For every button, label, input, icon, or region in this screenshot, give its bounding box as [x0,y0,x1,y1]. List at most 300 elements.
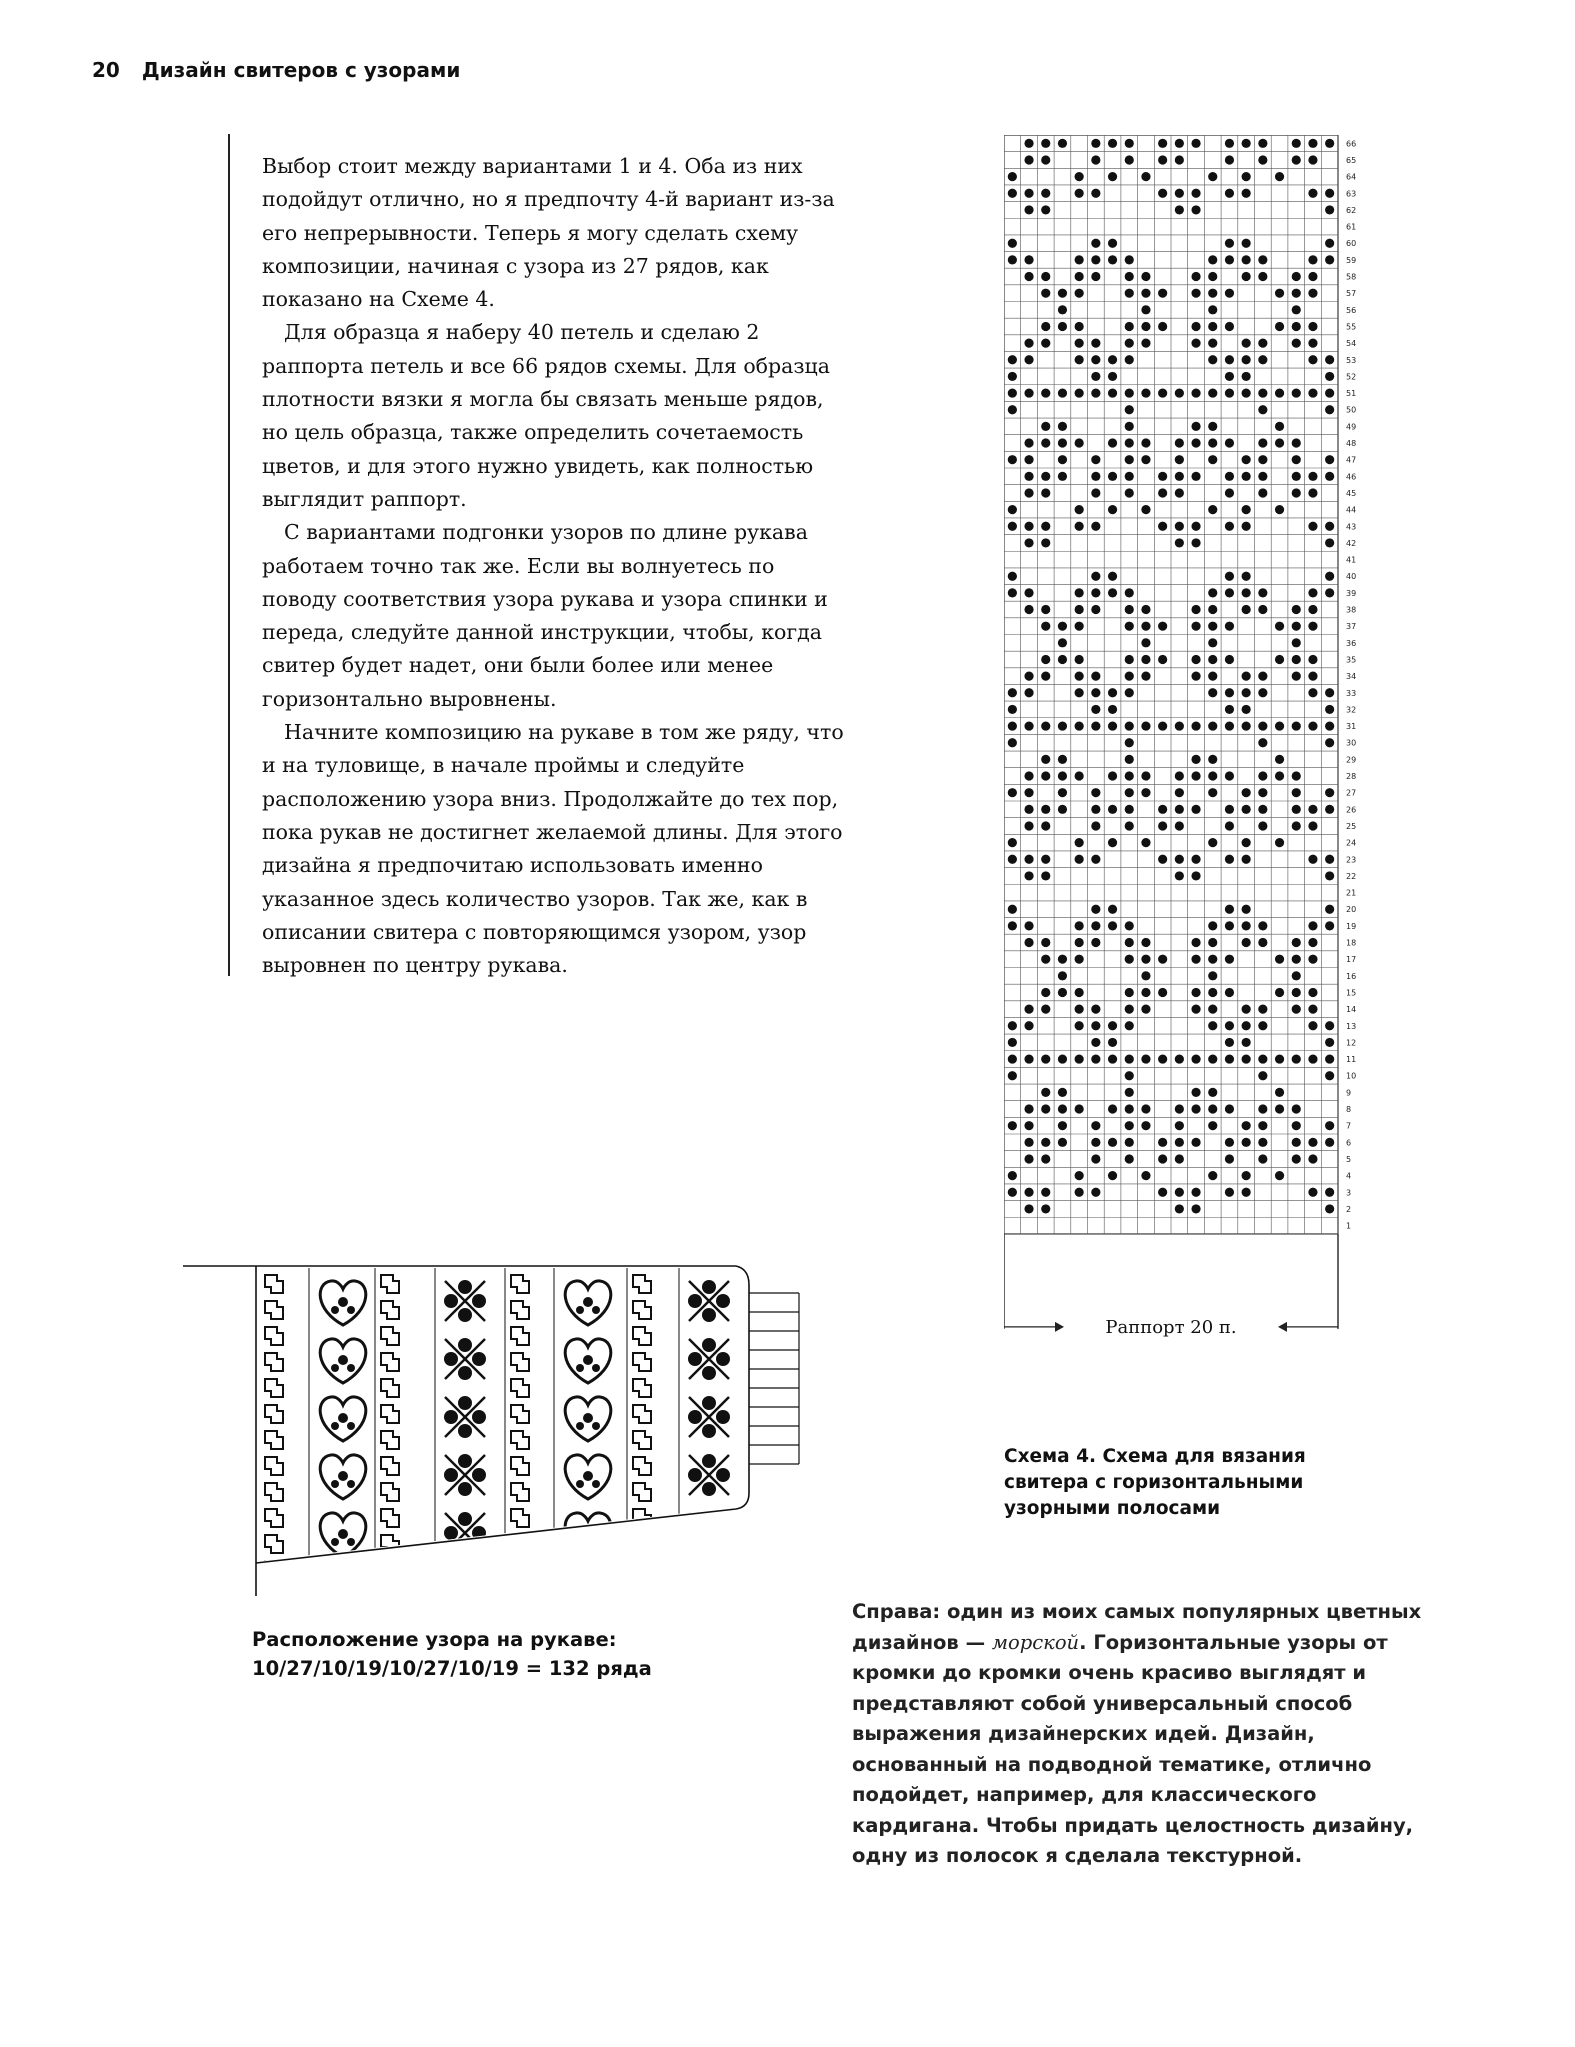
heart-dot [347,1596,355,1598]
stitch-dot [1075,605,1084,614]
stitch-dot [1141,305,1150,314]
stitch-dot [1058,638,1067,647]
stitch-dot [1091,572,1100,581]
flower-petal [458,1396,472,1410]
chart-row-number: 66 [1346,139,1357,149]
stitch-dot [1258,339,1267,348]
stitch-dot [1141,1104,1150,1113]
stitch-dot [1141,771,1150,780]
chart-row-number: 25 [1346,821,1357,831]
stitch-dot [1208,1021,1217,1030]
heart-dot [338,1587,348,1597]
stitch-dot [1125,771,1134,780]
stitch-dot [1108,355,1117,364]
stitch-dot [1208,322,1217,331]
key-motif [381,1353,399,1371]
stitch-dot [1325,1021,1334,1030]
stitch-dot [1308,1054,1317,1063]
key-motif [265,1275,283,1293]
stitch-dot [1225,921,1234,930]
stitch-dot [1175,139,1184,148]
flower-petal [716,1294,730,1308]
stitch-dot [1058,289,1067,298]
stitch-dot [1008,522,1017,531]
stitch-dot [1225,139,1234,148]
stitch-dot [1041,938,1050,947]
stitch-dot [1292,622,1301,631]
stitch-dot [1008,688,1017,697]
stitch-dot [1292,955,1301,964]
stitch-dot [1125,588,1134,597]
stitch-dot [1225,372,1234,381]
stitch-dot [1191,1204,1200,1213]
flower-petal [702,1280,716,1294]
stitch-dot [1292,455,1301,464]
chart-row-number: 44 [1346,505,1357,515]
flower-petal [702,1540,716,1554]
stitch-dot [1191,1088,1200,1097]
stitch-dot [1158,522,1167,531]
stitch-dot [1258,771,1267,780]
stitch-dot [1292,139,1301,148]
stitch-dot [1091,938,1100,947]
stitch-dot [1175,1121,1184,1130]
stitch-dot [1108,1038,1117,1047]
stitch-dot [1041,805,1050,814]
body-paragraph: Выбор стоит между вариантами 1 и 4. Оба из них подойдут отлично, но я предпочту 4-й вариант из-за его непрерывности. Теперь я могу сделать схему композиции, начиная с узора из 27 рядов, как показано на Схеме 4. [262,154,835,312]
stitch-dot [1242,189,1251,198]
heart-dot [338,1413,348,1423]
stitch-dot [1208,1005,1217,1014]
stitch-dot [1258,1121,1267,1130]
page-number: 20 [92,58,120,82]
stitch-dot [1075,938,1084,947]
stitch-dot [1292,472,1301,481]
stitch-dot [1242,588,1251,597]
stitch-dot [1024,788,1033,797]
repeat-arrow-right-icon [1278,1322,1287,1332]
chart-row-number: 20 [1346,905,1357,915]
key-motif [381,1535,399,1553]
stitch-dot [1225,955,1234,964]
stitch-dot [1208,289,1217,298]
flower-petal [688,1584,702,1598]
stitch-dot [1091,388,1100,397]
chart-row-number: 24 [1346,838,1357,848]
stitch-dot [1041,1005,1050,1014]
stitch-dot [1024,538,1033,547]
stitch-dot [1225,572,1234,581]
stitch-dot [1325,205,1334,214]
stitch-dot [1058,1121,1067,1130]
chart-row-number: 14 [1346,1005,1357,1015]
stitch-dot [1308,688,1317,697]
stitch-dot [1024,938,1033,947]
chart-row-number: 60 [1346,239,1357,249]
stitch-dot [1225,155,1234,164]
heart-motif [565,1513,611,1557]
key-motif [511,1327,529,1345]
chart-row-number: 35 [1346,655,1357,665]
stitch-dot [1242,339,1251,348]
stitch-dot [1208,1054,1217,1063]
stitch-dot [1024,139,1033,148]
stitch-dot [1175,1104,1184,1113]
heart-dot [338,1529,348,1539]
chart-row-number: 49 [1346,422,1357,432]
stitch-dot [1325,921,1334,930]
stitch-dot [1024,588,1033,597]
stitch-dot [1125,405,1134,414]
stitch-dot [1075,921,1084,930]
stitch-dot [1208,755,1217,764]
stitch-dot [1008,905,1017,914]
chart-row-number: 39 [1346,588,1357,598]
stitch-dot [1024,1188,1033,1197]
stitch-dot [1308,821,1317,830]
key-motif [381,1327,399,1345]
flower-petal [472,1352,486,1366]
heart-dot [331,1538,339,1546]
stitch-dot [1108,1021,1117,1030]
stitch-dot [1108,905,1117,914]
stitch-dot [1208,938,1217,947]
flower-petal [688,1410,702,1424]
stitch-dot [1308,655,1317,664]
stitch-dot [1024,805,1033,814]
stitch-dot [1242,605,1251,614]
stitch-dot [1125,1154,1134,1163]
stitch-dot [1325,1138,1334,1147]
stitch-dot [1075,339,1084,348]
chart-row-number: 64 [1346,172,1357,182]
stitch-dot [1258,488,1267,497]
stitch-dot [1008,355,1017,364]
chart-row-number: 57 [1346,289,1357,299]
stitch-dot [1141,788,1150,797]
stitch-dot [1075,672,1084,681]
stitch-dot [1325,388,1334,397]
stitch-dot [1191,422,1200,431]
stitch-dot [1108,505,1117,514]
stitch-dot [1258,155,1267,164]
chart-row-number: 61 [1346,222,1357,232]
stitch-dot [1325,538,1334,547]
heart-dot [583,1355,593,1365]
stitch-dot [1075,655,1084,664]
heart-dot [347,1306,355,1314]
stitch-dot [1158,1188,1167,1197]
stitch-dot [1225,1021,1234,1030]
stitch-dot [1225,472,1234,481]
stitch-dot [1041,538,1050,547]
stitch-dot [1024,522,1033,531]
chart-row-number: 8 [1346,1105,1352,1115]
key-motif [633,1327,651,1345]
stitch-dot [1308,1188,1317,1197]
stitch-dot [1008,855,1017,864]
stitch-dot [1091,272,1100,281]
stitch-dot [1091,522,1100,531]
key-motif [381,1405,399,1423]
key-motif [265,1379,283,1397]
stitch-dot [1008,721,1017,730]
stitch-dot [1325,1204,1334,1213]
knitting-chart [1004,135,1374,1345]
stitch-dot [1208,272,1217,281]
stitch-dot [1075,1005,1084,1014]
stitch-dot [1024,339,1033,348]
stitch-dot [1208,771,1217,780]
stitch-dot [1175,388,1184,397]
chart-row-number: 15 [1346,988,1357,998]
stitch-dot [1008,588,1017,597]
sleeve-diagram [183,1263,803,1598]
flower-petal [458,1482,472,1496]
stitch-dot [1191,289,1200,298]
chart-row-number: 38 [1346,605,1357,615]
key-motif [633,1431,651,1449]
stitch-dot [1141,438,1150,447]
stitch-dot [1008,239,1017,248]
stitch-dot [1024,921,1033,930]
chart-row-number: 51 [1346,389,1357,399]
key-motif [633,1353,651,1371]
stitch-dot [1091,355,1100,364]
key-motif [511,1405,529,1423]
stitch-dot [1191,938,1200,947]
heart-dot [576,1538,584,1546]
stitch-dot [1242,388,1251,397]
chart-row-number: 65 [1346,155,1357,165]
stitch-dot [1258,605,1267,614]
stitch-dot [1125,422,1134,431]
chart-row-number: 37 [1346,622,1357,632]
stitch-dot [1008,1021,1017,1030]
heart-dot [576,1422,584,1430]
stitch-dot [1258,938,1267,947]
photo-caption-lead: Справа: один из моих самых популярных цветных дизайнов — [852,1600,1422,1654]
stitch-dot [1125,622,1134,631]
stitch-dot [1091,189,1100,198]
stitch-dot [1242,788,1251,797]
flower-petal [702,1366,716,1380]
heart-dot [592,1596,600,1598]
key-motif [265,1587,283,1598]
stitch-dot [1158,1054,1167,1063]
stitch-dot [1125,155,1134,164]
stitch-dot [1175,438,1184,447]
body-paragraph: Начните композицию на рукаве в том же ряду, что и на туловище, в начале проймы и следуйте расположению узора вниз. Продолжайте до тех пор, пока рукав не достигнет желаемой длины. Для этого дизайна я предпочитаю использовать именно указанное здесь количество узоров. Так же, как в описании свитера с повторяющимся узором, узор выровнен по центру рукава. [262,720,844,978]
stitch-dot [1308,355,1317,364]
stitch-dot [1024,438,1033,447]
stitch-dot [1058,955,1067,964]
stitch-dot [1091,855,1100,864]
stitch-dot [1158,805,1167,814]
stitch-dot [1242,505,1251,514]
stitch-dot [1024,189,1033,198]
stitch-dot [1024,1005,1033,1014]
heart-dot [576,1364,584,1372]
stitch-dot [1225,821,1234,830]
stitch-dot [1175,189,1184,198]
stitch-dot [1141,1054,1150,1063]
stitch-dot [1308,921,1317,930]
stitch-dot [1108,921,1117,930]
stitch-dot [1024,1138,1033,1147]
stitch-dot [1091,688,1100,697]
stitch-dot [1191,538,1200,547]
stitch-dot [1308,322,1317,331]
stitch-dot [1292,988,1301,997]
stitch-dot [1225,355,1234,364]
stitch-dot [1024,855,1033,864]
stitch-dot [1325,405,1334,414]
stitch-dot [1242,272,1251,281]
stitch-dot [1158,988,1167,997]
stitch-dot [1275,322,1284,331]
stitch-dot [1125,1121,1134,1130]
stitch-dot [1275,422,1284,431]
key-motif [511,1483,529,1501]
stitch-dot [1258,1138,1267,1147]
stitch-dot [1292,971,1301,980]
stitch-dot [1075,1104,1084,1113]
stitch-dot [1041,855,1050,864]
stitch-dot [1158,821,1167,830]
chart-row-number: 53 [1346,355,1357,365]
key-motif [265,1405,283,1423]
stitch-dot [1275,755,1284,764]
stitch-dot [1125,1021,1134,1030]
stitch-dot [1225,438,1234,447]
stitch-dot [1292,605,1301,614]
heart-dot [583,1413,593,1423]
stitch-dot [1242,572,1251,581]
stitch-dot [1158,189,1167,198]
knitting-chart-grid [1004,135,1374,1345]
stitch-dot [1175,205,1184,214]
stitch-dot [1008,405,1017,414]
flower-petal [444,1526,458,1540]
sleeve-caption [252,1625,712,1683]
stitch-dot [1208,605,1217,614]
stitch-dot [1325,455,1334,464]
flower-petal [702,1454,716,1468]
stitch-dot [1091,255,1100,264]
key-motif [265,1561,283,1579]
stitch-dot [1242,355,1251,364]
stitch-dot [1125,788,1134,797]
key-motif [381,1561,399,1579]
stitch-dot [1141,455,1150,464]
stitch-dot [1041,771,1050,780]
stitch-dot [1275,622,1284,631]
stitch-dot [1075,172,1084,181]
stitch-dot [1008,1188,1017,1197]
key-motif [511,1457,529,1475]
stitch-dot [1191,272,1200,281]
stitch-dot [1075,522,1084,531]
stitch-dot [1158,322,1167,331]
stitch-dot [1258,405,1267,414]
stitch-dot [1191,605,1200,614]
stitch-dot [1141,1121,1150,1130]
key-motif [265,1483,283,1501]
stitch-dot [1075,322,1084,331]
stitch-dot [1058,455,1067,464]
stitch-dot [1141,322,1150,331]
stitch-dot [1108,1171,1117,1180]
stitch-dot [1208,721,1217,730]
stitch-dot [1058,1088,1067,1097]
stitch-dot [1208,388,1217,397]
stitch-dot [1208,438,1217,447]
flower-petal [472,1468,486,1482]
stitch-dot [1242,255,1251,264]
stitch-dot [1108,438,1117,447]
stitch-dot [1008,1038,1017,1047]
stitch-dot [1325,239,1334,248]
stitch-dot [1091,339,1100,348]
stitch-dot [1091,1154,1100,1163]
key-motif [381,1379,399,1397]
stitch-dot [1041,205,1050,214]
stitch-dot [1308,955,1317,964]
chart-row-number: 31 [1346,722,1357,732]
stitch-dot [1275,838,1284,847]
stitch-dot [1125,605,1134,614]
stitch-dot [1091,921,1100,930]
stitch-dot [1075,388,1084,397]
stitch-dot [1175,1154,1184,1163]
stitch-dot [1108,139,1117,148]
stitch-dot [1041,622,1050,631]
stitch-dot [1242,372,1251,381]
stitch-dot [1208,588,1217,597]
stitch-dot [1225,805,1234,814]
stitch-dot [1125,272,1134,281]
stitch-dot [1024,771,1033,780]
stitch-dot [1024,1104,1033,1113]
stitch-dot [1008,921,1017,930]
sleeve-caption-formula: 10/27/10/19/10/27/10/19 = 132 ряда [252,1657,652,1680]
flower-petal [702,1482,716,1496]
stitch-dot [1141,672,1150,681]
stitch-dot [1141,289,1150,298]
stitch-dot [1108,1138,1117,1147]
stitch-dot [1292,1121,1301,1130]
stitch-dot [1292,388,1301,397]
flower-petal [444,1352,458,1366]
sleeve-caption-title: Расположение узора на рукаве: [252,1628,617,1651]
flower-petal [444,1468,458,1482]
stitch-dot [1191,388,1200,397]
stitch-dot [1258,355,1267,364]
stitch-dot [1175,1188,1184,1197]
key-motif [381,1587,399,1598]
stitch-dot [1158,721,1167,730]
stitch-dot [1242,705,1251,714]
stitch-dot [1108,588,1117,597]
stitch-dot [1075,838,1084,847]
heart-dot [331,1596,339,1598]
stitch-dot [1024,1121,1033,1130]
stitch-dot [1125,1054,1134,1063]
key-motif [381,1431,399,1449]
stitch-dot [1208,1088,1217,1097]
stitch-dot [1191,339,1200,348]
